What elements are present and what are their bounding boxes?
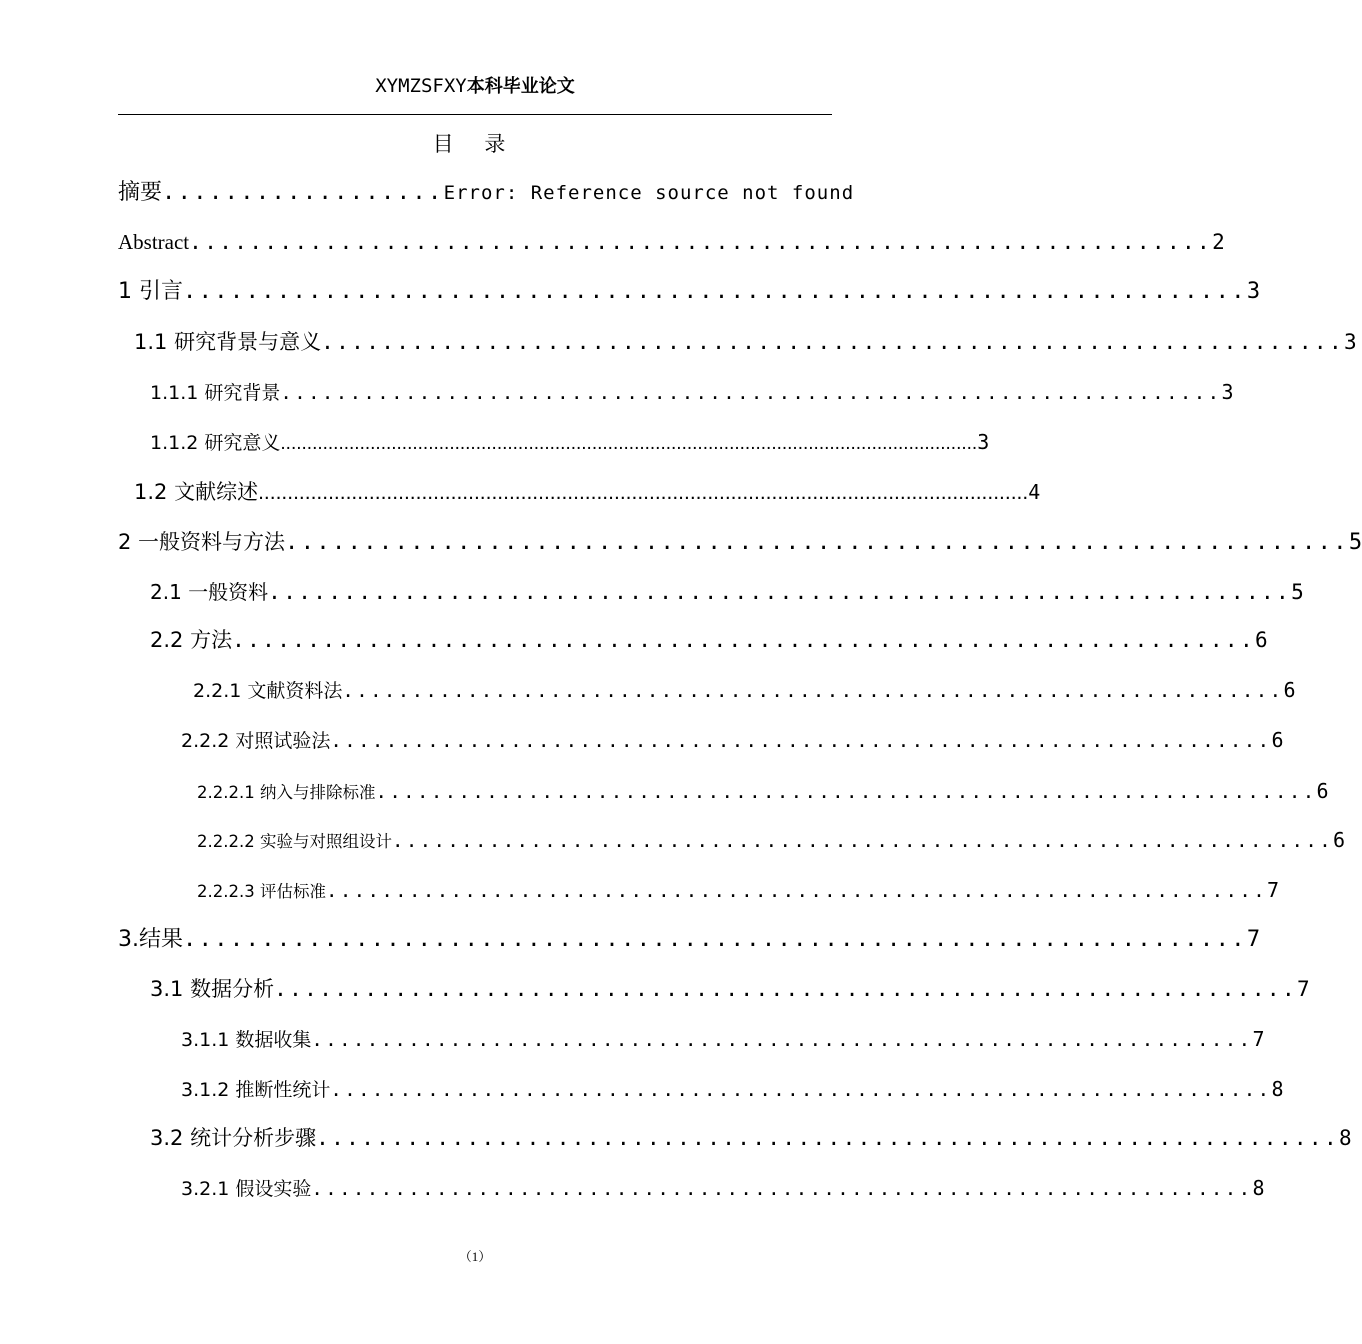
toc-entry-page: 7 — [1252, 1027, 1265, 1051]
toc-entry-label: 3.1.1 数据收集 — [181, 1029, 312, 1051]
toc-entry-label: 1.1 研究背景与意义 — [134, 330, 322, 354]
toc-entry-page: 6 — [1283, 678, 1296, 702]
toc-entry[interactable] — [118, 527, 1362, 557]
toc-leader: .................................................................... — [321, 330, 1345, 354]
toc-entry[interactable] — [197, 875, 1280, 905]
toc-leader: .................. — [162, 180, 444, 205]
toc-entry-page: 2 — [1212, 230, 1225, 254]
toc-entry-label: 2.2.2.1 纳入与排除标准 — [197, 783, 376, 802]
toc-entry-page: 6 — [1271, 728, 1284, 752]
toc-entry-label: 1.1.2 研究意义 — [150, 432, 281, 454]
toc-leader: .................................................................... — [280, 382, 1222, 404]
page-header — [0, 72, 950, 98]
toc-entry-label: 2 一般资料与方法 — [118, 530, 286, 554]
toc-entry-label: 2.2.2 对照试验法 — [181, 730, 331, 752]
toc-entry-page: 7 — [1246, 927, 1261, 952]
toc-leader: .................................................................... — [183, 927, 1247, 952]
toc-entry[interactable] — [150, 974, 1310, 1004]
toc-entry-label: 2.2.2.2 实验与对照组设计 — [197, 832, 392, 851]
toc-entry[interactable] — [150, 427, 990, 457]
toc-entry[interactable] — [118, 178, 855, 208]
toc-entry[interactable] — [150, 377, 1234, 407]
toc-entry-label: 2.2.2.3 评估标准 — [197, 882, 326, 901]
toc-entry-label: 1 引言 — [118, 279, 183, 304]
toc-entry-page: 7 — [1267, 878, 1280, 902]
toc-leader: .................................................................... — [274, 977, 1298, 1001]
toc-entry-page: 6 — [1255, 628, 1268, 652]
toc-leader: .................................................................... — [189, 230, 1213, 254]
toc-entry-page: Error: Reference source not found — [443, 182, 855, 204]
toc-entry-page: 8 — [1271, 1077, 1284, 1101]
toc-entry-page: 7 — [1297, 977, 1310, 1001]
toc-entry-page: 8 — [1252, 1176, 1265, 1200]
toc-entry[interactable] — [150, 625, 1268, 655]
toc-entry-page: 3 — [1246, 279, 1261, 304]
toc-leader: .................................................................... — [330, 1079, 1272, 1101]
toc-entry-label: 3.2.1 假设实验 — [181, 1178, 312, 1200]
toc-entry-label: 3.2 统计分析步骤 — [150, 1126, 317, 1150]
toc-entry[interactable] — [181, 1173, 1265, 1203]
toc-entry[interactable] — [193, 675, 1296, 705]
toc-leader: .................................................................... — [391, 830, 1334, 852]
toc-leader: .................................................................... — [330, 730, 1272, 752]
toc-leader: .................................................................... — [311, 1029, 1253, 1051]
toc-leader: .................................................................... — [285, 530, 1349, 555]
toc-entry-label: 3.1.2 推断性统计 — [181, 1079, 331, 1101]
toc-entry-label: 3.1 数据分析 — [150, 977, 275, 1001]
toc-entry-label: 3.结果 — [118, 927, 183, 952]
toc-entry[interactable] — [118, 277, 1261, 307]
toc-entry-page: 6 — [1316, 779, 1329, 803]
header-rule — [118, 114, 832, 115]
toc-entry-label: 2.1 一般资料 — [150, 580, 269, 604]
toc-entry[interactable] — [134, 477, 1041, 507]
toc-entry-label: 2.2.1 文献资料法 — [193, 680, 343, 702]
toc-entry-page: 4 — [1028, 480, 1041, 504]
toc-entry[interactable] — [181, 725, 1284, 755]
toc-entry[interactable] — [150, 577, 1304, 607]
toc-entry-label: 2.2 方法 — [150, 628, 233, 652]
toc-leader: .................................................................... — [375, 781, 1317, 803]
toc-leader: .................................................................................................................................... — [280, 433, 978, 454]
toc-entry[interactable] — [197, 776, 1329, 806]
toc-entry-label: Abstract — [118, 230, 190, 254]
toc-entry-label: 摘要 — [118, 180, 163, 205]
toc-entry-page: 3 — [1221, 380, 1234, 404]
toc-entry-page: 3 — [977, 430, 990, 454]
toc-leader: .................................................................... — [232, 628, 1256, 652]
toc-entry-page: 8 — [1339, 1126, 1352, 1150]
toc-leader: .................................................................... — [311, 1178, 1253, 1200]
toc-entry[interactable] — [150, 1123, 1352, 1153]
toc-entry[interactable] — [118, 925, 1261, 955]
toc-entry[interactable] — [181, 1074, 1284, 1104]
header-title: 本科毕业论文 — [466, 76, 575, 97]
toc-entry-page: 5 — [1291, 580, 1304, 604]
toc-leader: .................................................................... — [342, 680, 1284, 702]
toc-leader: .................................................................... — [183, 279, 1247, 304]
toc-entry-label: 1.1.1 研究背景 — [150, 382, 281, 404]
toc-leader: .................................................................... — [268, 580, 1292, 604]
toc-entry[interactable] — [181, 1024, 1265, 1054]
page-number: （1） — [458, 1249, 492, 1264]
header-latin: XYMZSFXY — [375, 75, 467, 97]
toc-entry[interactable] — [197, 825, 1346, 855]
toc-entry-page: 3 — [1344, 330, 1357, 354]
toc-entry[interactable] — [134, 327, 1357, 357]
toc-entry-label: 1.2 文献综述 — [134, 480, 259, 504]
toc-leader: .................................................................... — [325, 880, 1268, 902]
toc-title: 目 录 — [432, 132, 518, 156]
toc-entry-page: 5 — [1348, 530, 1362, 555]
toc-entry[interactable] — [118, 227, 1225, 257]
toc-entry-page: 6 — [1333, 828, 1346, 852]
toc-leader: .................................................................... — [316, 1126, 1340, 1150]
toc-leader: .................................................................................................................................... — [258, 481, 1029, 504]
